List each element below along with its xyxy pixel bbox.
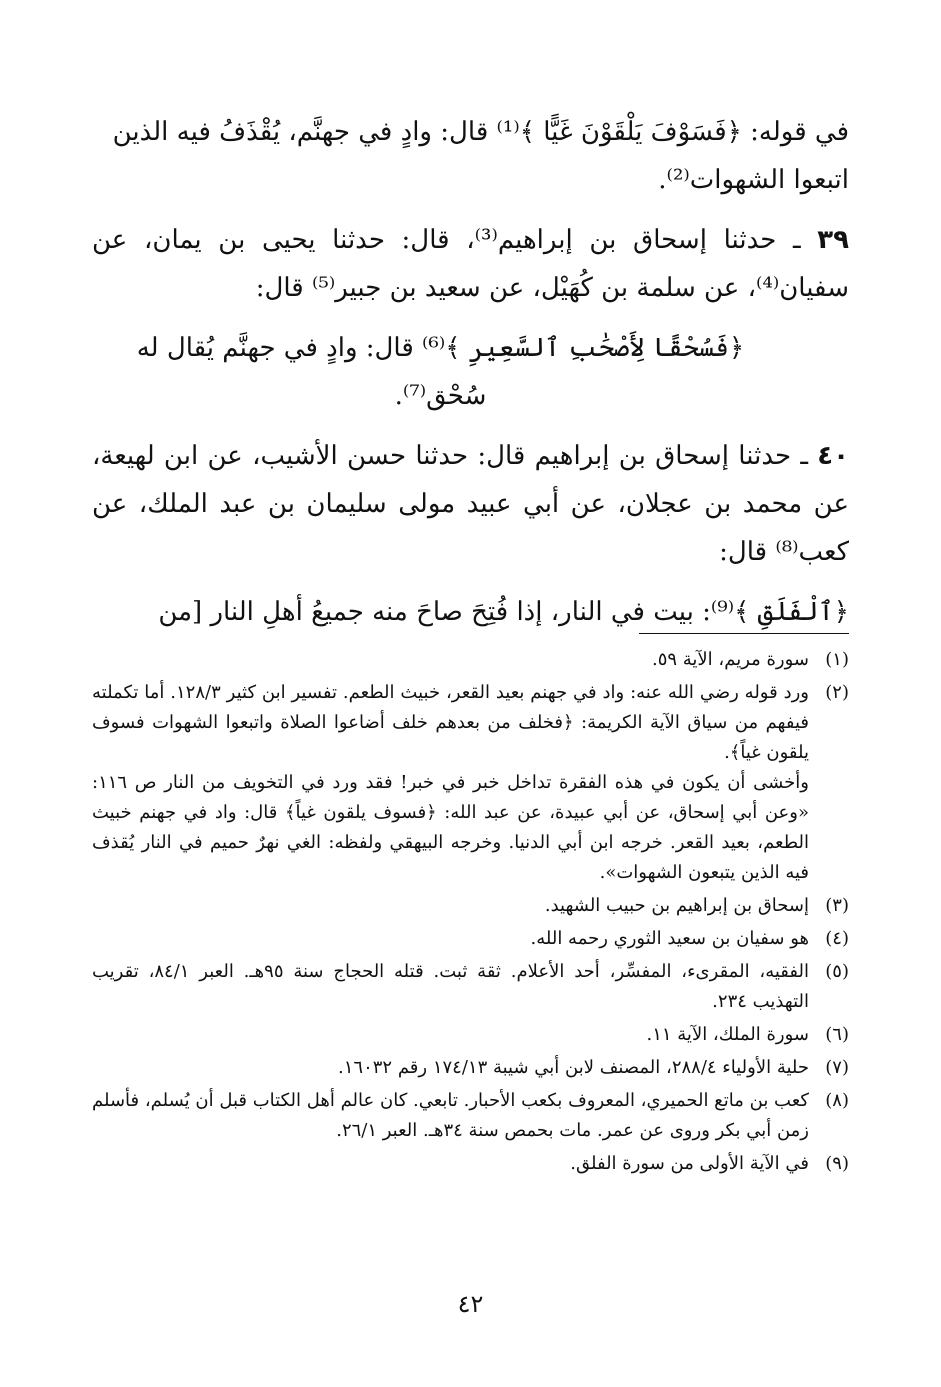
footnote-number: (٦) (825, 1024, 849, 1045)
footnote (92, 957, 849, 1017)
hadith-39 (92, 216, 849, 312)
footnote-number: (٩) (825, 1153, 849, 1174)
footnote-text: إسحاق بن إبراهيم بن حبيب الشهيد. (544, 895, 809, 916)
footnote-text: هو سفيان بن سعيد الثوري رحمه الله. (530, 928, 809, 949)
paragraph-1 (92, 108, 849, 204)
footnote-text: ورد قوله رضي الله عنه: واد في جهنم بعيد القعر، خبيث الطعم. تفسير ابن كثير ١٢٨/٣. أما تكملته فيفهم من سياق الآية الكريمة: ﴿فخلف من بعدهم خلف أضاعوا الصلاة واتبعوا الشهوات فسوف يلقون غياً﴾. (92, 682, 809, 763)
footnote (92, 645, 849, 675)
footnote (92, 1053, 849, 1083)
main-text (92, 108, 849, 648)
paragraph-1-line-1: في قوله: ﴿فَسَوْفَ يَلْقَوْنَ غَيًّا ﴾⁽¹⁾ قال: وادٍ في جهنَّم، يُقْذَفُ فيه الذين (112, 117, 849, 147)
hadith-number-40: ٤٠ (817, 441, 849, 471)
footnote (92, 924, 849, 954)
footnote-text: الفقيه، المقرىء، المفسِّر، أحد الأعلام. ثقة ثبت. قتله الحجاج سنة ٩٥هـ. العبر ٨٤/١، تقريب التهذيب ٢٣٤. (92, 961, 810, 1012)
footnote-number: (٢) (825, 682, 849, 703)
page-number: ٤٢ (457, 1290, 484, 1318)
footnotes (92, 645, 849, 1182)
footnote (92, 1149, 849, 1179)
footnote-text: كعب بن ماتع الحميري، المعروف بكعب الأحبار. تابعي. كان عالم أهل الكتاب قبل أن يُسلم، فأسلم زمن أبي بكر وروى عن عمر. مات بحمص سنة ٣٤هـ. العبر ٢٦/١. (92, 1090, 809, 1141)
footnote-number: (٥) (825, 961, 849, 982)
footnote (92, 891, 849, 921)
quran-verse-line (92, 324, 849, 420)
footnote (92, 1020, 849, 1050)
footnote-text: سورة مريم، الآية ٥٩. (651, 649, 809, 670)
hadith-40-text: ـ حدثنا إسحاق بن إبراهيم قال: حدثنا حسن الأشيب، عن ابن لهيعة، عن محمد بن عجلان، عن أبي عبيد مولى سليمان بن عبد الملك، عن كعب⁽⁸⁾ قال: (92, 441, 849, 567)
footnote-number: (٨) (825, 1090, 849, 1111)
footnote-number: (٧) (825, 1057, 849, 1078)
footnote-text: في الآية الأولى من سورة الفلق. (570, 1153, 809, 1174)
footnote-text: سورة الملك، الآية ١١. (646, 1024, 809, 1045)
footnote-number: (٣) (825, 895, 849, 916)
footnote (92, 1086, 849, 1146)
hadith-39-text: ـ حدثنا إسحاق بن إبراهيم⁽³⁾، قال: حدثنا يحيى بن يمان، عن سفيان⁽⁴⁾، عن سلمة بن كُهَيْل، عن سعيد بن جبير⁽⁵⁾ قال: (92, 225, 849, 303)
footnote-text: حلية الأولياء ٢٨٨/٤، المصنف لابن أبي شيبة ١٧٤/١٣ رقم ١٦٠٣٢. (338, 1057, 809, 1078)
hadith-number-39: ٣٩ (817, 225, 850, 255)
paragraph-5-text: ﴿ٱلْفَلَقِ ﴾⁽⁹⁾: بيت في النار، إذا فُتِحَ صاحَ منه جميعُ أهلِ النار [من (158, 597, 849, 627)
hadith-40 (92, 432, 849, 576)
paragraph-5 (92, 588, 849, 636)
footnote-text: وأخشى أن يكون في هذه الفقرة تداخل خبر في خبر! فقد ورد في التخويف من النار ص ١١٦: «وعن أبي إسحاق، عن أبي عبيدة، عن عبد الله: ﴿فسوف يلقون غياً﴾ قال: واد في جهنم خبيث الطعم، بعيد القعر. خرجه ابن أبي الدنيا. وخرجه البيهقي ولفظه: الغي نهرٌ حميم في النار يُقذف فيه الذين يتبعون الشهوات». (92, 772, 809, 883)
paragraph-1-line-2: اتبعوا الشهوات⁽²⁾. (658, 165, 849, 195)
footnote-number: (١) (825, 649, 849, 670)
quran-verse-text: ﴿فَسُحْقًا لِأَصْحَٰبِ ٱلسَّعِيرِ ﴾⁽⁶⁾ قال: وادٍ في جهنَّم يُقال له سُحْق⁽⁷⁾. (136, 333, 745, 411)
footnote (92, 678, 849, 888)
footnote-number: (٤) (825, 928, 849, 949)
footnote-separator (639, 633, 849, 634)
